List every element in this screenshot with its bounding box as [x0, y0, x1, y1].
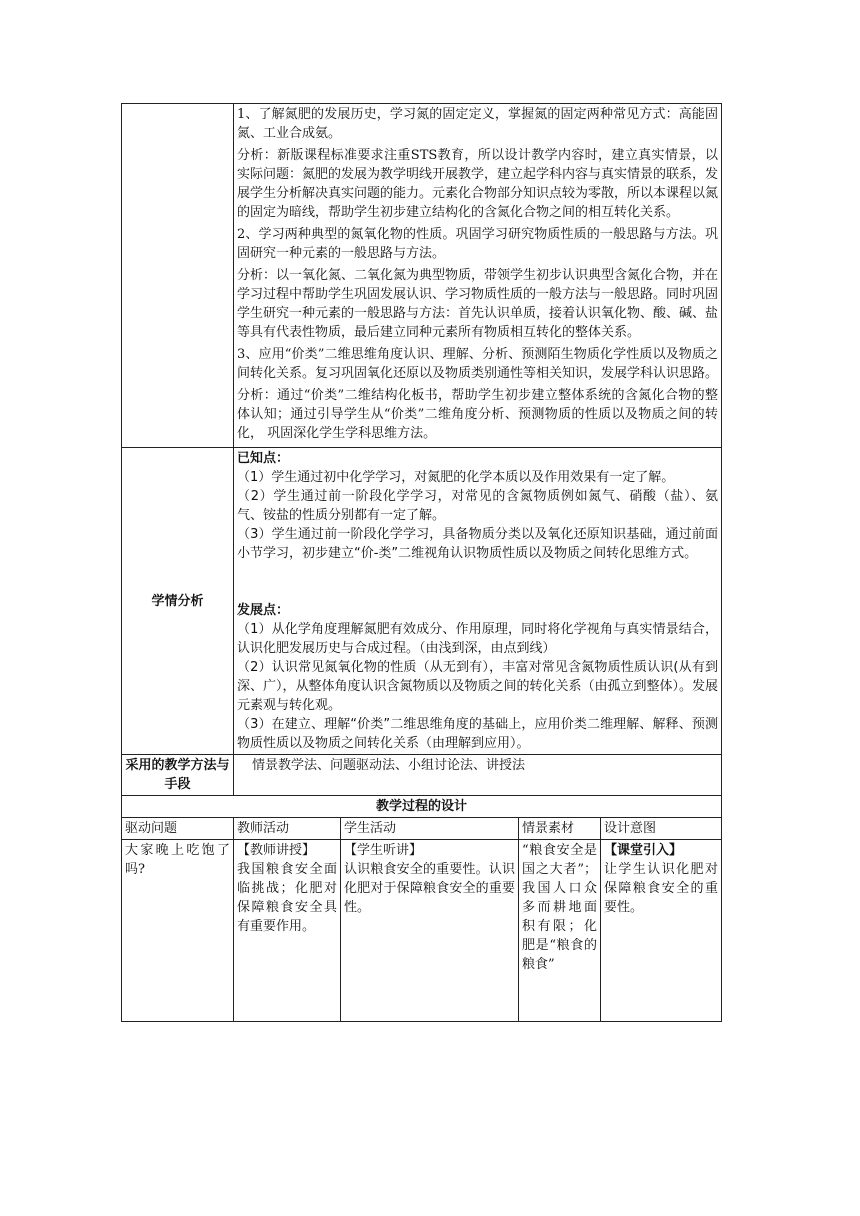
lesson-plan-table	[121, 103, 722, 1022]
column-header: 情景素材	[519, 818, 601, 840]
process-title-row	[122, 796, 722, 818]
process-row	[122, 840, 722, 1022]
known-point-item: （1）学生通过初中化学学习，对氮肥的化学本质以及作用效果有一定了解。	[237, 470, 675, 485]
methods-value: 情景教学法、问题驱动法、小组讨论法、讲授法	[234, 755, 722, 796]
objective-paragraph: 3、应用“价类”二维思维角度认识、理解、分析、预测陌生物质化学性质以及物质之间转化关系。复习巩固氧化还原以及物质类别通性等相关知识，发展学科认识思路。	[237, 347, 719, 381]
objective-paragraph: 2、学习两种典型的氮氧化物的性质。巩固学习研究物质性质的一般思路与方法。巩固研究一种元素的一般思路与方法。	[237, 227, 718, 261]
development-point-item: （1）从化学角度理解氮肥有效成分、作用原理，同时将化学视角与真实情景结合，认识化肥发展历史与合成过程。（由浅到深，由点到线）	[237, 622, 718, 656]
driving-question-cell: 大家晚上吃饱了吗?	[122, 840, 234, 1022]
design-intent-cell	[601, 840, 722, 1022]
process-header-row	[122, 818, 722, 840]
objective-analysis: 分析：以一氧化氮、二氧化氮为典型物质，带领学生初步认识典型含氮化合物，并在学习过程中帮助学生巩固发展认识、学习物质性质的一般方法与一般思路。同时巩固学生研究一种元素的一般思路与方法：首先认识单质，接着认识氧化物、酸、碱、盐等具有代表性物质，最后建立同种元素所有物质相互转化的整体关系。	[237, 268, 719, 340]
objectives-row	[122, 104, 722, 448]
column-header: 驱动问题	[122, 818, 234, 840]
known-points-title: 已知点：	[237, 451, 290, 466]
development-point-item: （3）在建立、理解“价类”二维思维角度的基础上，应用价类二维理解、解释、预测物质性质以及物质之间转化关系（由理解到应用）。	[237, 717, 718, 751]
student-activity-text: 认识粮食安全的重要性。认识化肥对于保障粮食安全的重要性。	[344, 862, 515, 915]
objectives-label-cell	[122, 104, 234, 448]
design-intent-tag: 【课堂引入】	[604, 843, 683, 858]
development-points-title: 发展点：	[237, 603, 290, 618]
known-point-item: （3）学生通过前一阶段化学学习，具备物质分类以及氧化还原知识基础，通过前面小节学习，初步建立“价-类”二维视角认识物质性质以及物质之间转化思维方式。	[237, 527, 718, 561]
methods-label: 采用的教学方法与手段	[122, 755, 234, 796]
learner-analysis-cell	[234, 448, 722, 755]
objective-analysis: 分析：新版课程标准要求注重STS教育，所以设计教学内容时，建立真实情景，以实际问题：氮肥的发展为教学明线开展教学，建立起学科内容与真实情景的联系，发展学生分析解决真实问题的能力。元素化合物部分知识点较为零散，所以本课程以氮的固定为暗线，帮助学生初步建立结构化的含氮化合物之间的相互转化关系。	[237, 148, 719, 220]
spacer	[237, 563, 718, 601]
student-activity-cell	[341, 840, 519, 1022]
learner-analysis-label: 学情分析	[122, 448, 234, 755]
scenario-material-cell: “粮食安全是国之大者”；我国人口众多而耕地面积有限；化肥是“粮食的粮食”	[519, 840, 601, 1022]
lesson-plan-document	[121, 103, 721, 1022]
teacher-activity-tag: 【教师讲授】	[237, 843, 316, 858]
design-intent-text: 让学生认识化肥对保障粮食安全的重要性。	[604, 862, 718, 915]
teacher-activity-cell	[234, 840, 341, 1022]
column-header: 设计意图	[601, 818, 722, 840]
column-header: 教师活动	[234, 818, 341, 840]
objective-paragraph: 1、了解氮肥的发展历史，学习氮的固定定义，掌握氮的固定两种常见方式：高能固氮、工业合成氨。	[237, 107, 718, 141]
learner-analysis-row	[122, 448, 722, 755]
column-header: 学生活动	[341, 818, 519, 840]
teacher-activity-text: 我国粮食安全面临挑战；化肥对保障粮食安全具有重要作用。	[237, 862, 337, 934]
objective-analysis: 分析：通过“价类”二维结构化板书，帮助学生初步建立整体系统的含氮化合物的整体认知；通过引导学生从“价类”二维角度分析、预测物质的性质以及物质之间的转化， 巩固深化学生学科思维方法。	[237, 388, 718, 441]
objectives-cell	[234, 104, 722, 448]
methods-row	[122, 755, 722, 796]
known-point-item: （2）学生通过前一阶段化学学习，对常见的含氮物质例如氮气、硝酸（盐）、氨气、铵盐的性质分别都有一定了解。	[237, 489, 718, 523]
process-title: 教学过程的设计	[122, 796, 722, 818]
student-activity-tag: 【学生听讲】	[344, 843, 423, 858]
development-point-item: （2）认识常见氮氧化物的性质（从无到有），丰富对常见含氮物质性质认识(从有到深、广），从整体角度认识含氮物质以及物质之间的转化关系（由孤立到整体）。发展元素观与转化观。	[237, 660, 719, 713]
